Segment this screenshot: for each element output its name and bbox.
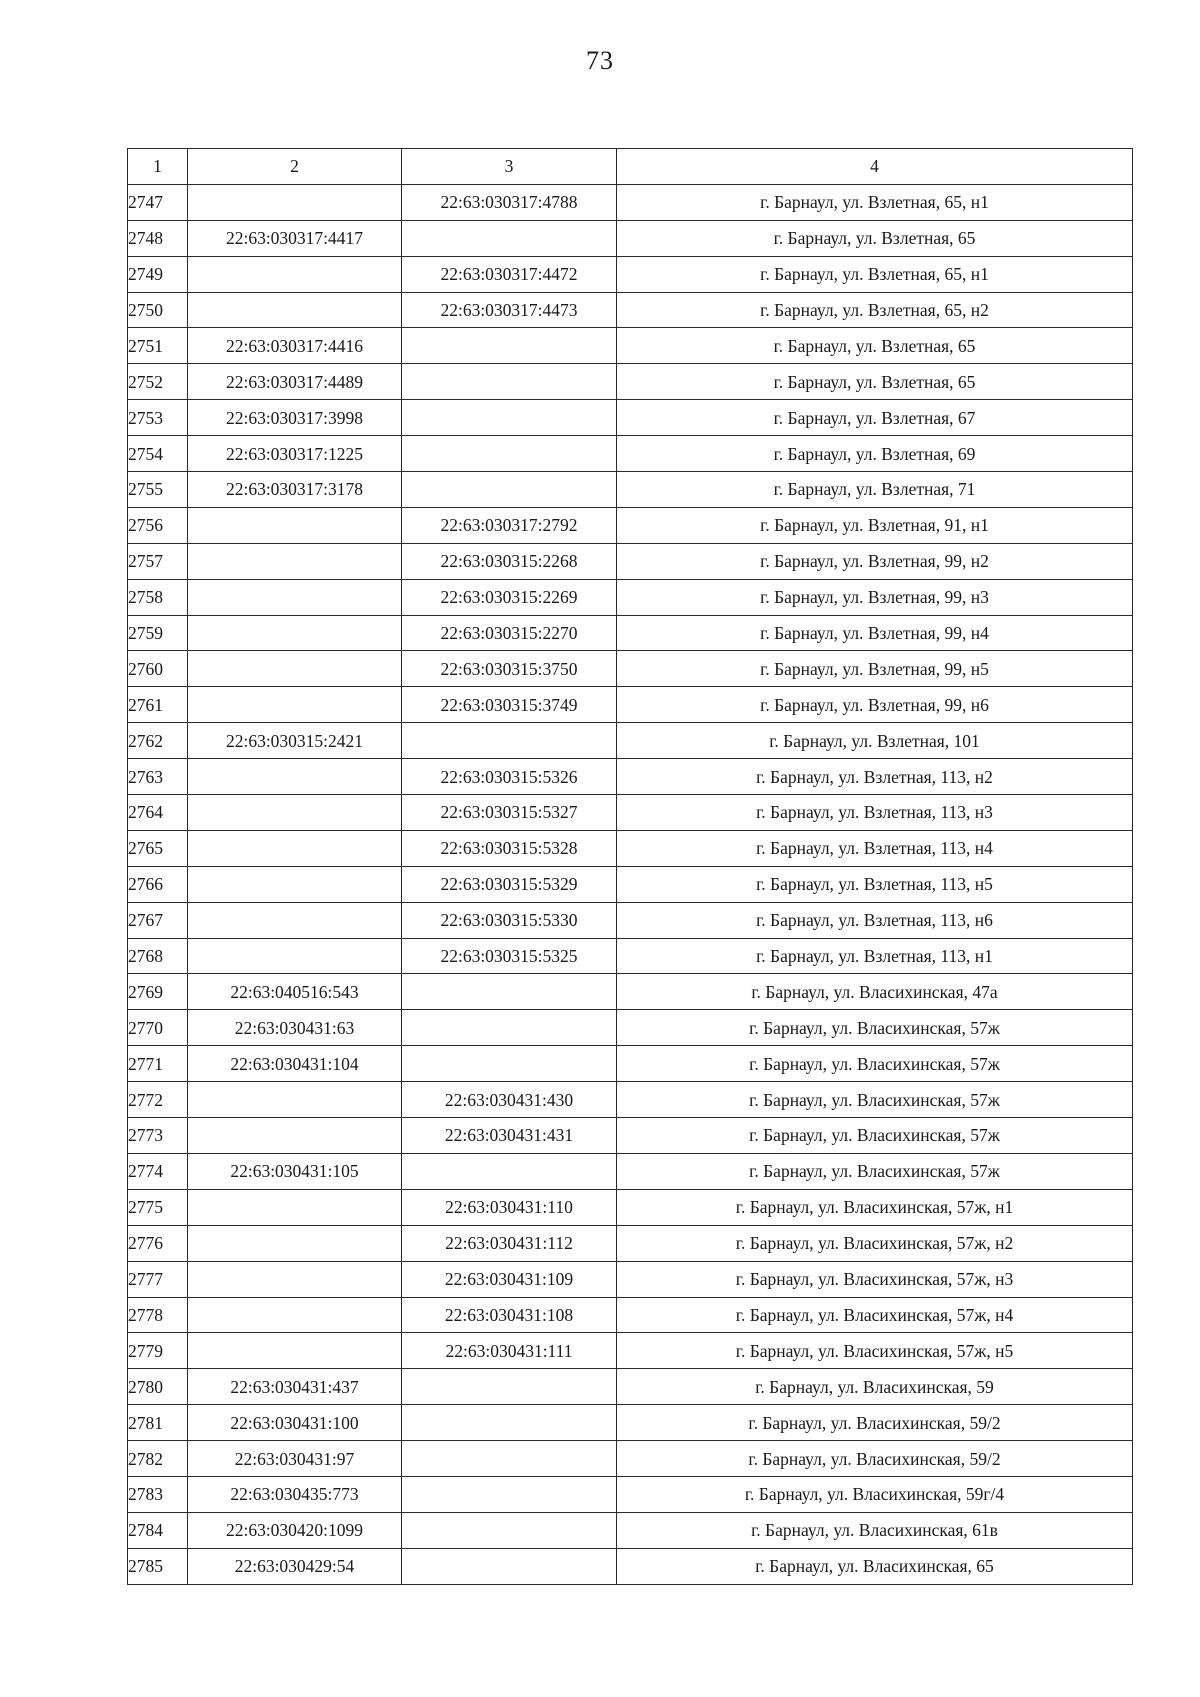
row-number-cell: 2772 <box>128 1082 188 1118</box>
cadastral-number-col3-cell: 22:63:030315:2268 <box>402 543 617 579</box>
row-number-cell: 2777 <box>128 1261 188 1297</box>
row-number-cell: 2781 <box>128 1405 188 1441</box>
row-number-cell: 2755 <box>128 472 188 508</box>
cadastral-number-col2-cell <box>188 184 402 220</box>
cadastral-number-col3-cell: 22:63:030315:3750 <box>402 651 617 687</box>
address-cell: г. Барнаул, ул. Власихинская, 57ж <box>617 1118 1133 1154</box>
cadastral-number-col3-cell <box>402 1476 617 1512</box>
address-cell: г. Барнаул, ул. Взлетная, 113, н5 <box>617 866 1133 902</box>
table-row <box>128 292 1133 328</box>
address-cell: г. Барнаул, ул. Власихинская, 59г/4 <box>617 1476 1133 1512</box>
row-number-cell: 2751 <box>128 328 188 364</box>
address-cell: г. Барнаул, ул. Власихинская, 57ж <box>617 1153 1133 1189</box>
table-row <box>128 615 1133 651</box>
table-row <box>128 938 1133 974</box>
cadastral-number-col2-cell <box>188 938 402 974</box>
cadastral-number-col2-cell: 22:63:030431:104 <box>188 1046 402 1082</box>
table-row <box>128 579 1133 615</box>
address-cell: г. Барнаул, ул. Власихинская, 57ж, н3 <box>617 1261 1133 1297</box>
cadastral-number-col3-cell: 22:63:030315:5326 <box>402 759 617 795</box>
address-cell: г. Барнаул, ул. Власихинская, 57ж <box>617 1082 1133 1118</box>
row-number-cell: 2770 <box>128 1010 188 1046</box>
address-cell: г. Барнаул, ул. Взлетная, 65 <box>617 220 1133 256</box>
row-number-cell: 2756 <box>128 507 188 543</box>
address-cell: г. Барнаул, ул. Взлетная, 101 <box>617 723 1133 759</box>
cadastral-number-col2-cell <box>188 1082 402 1118</box>
cadastral-number-col3-cell: 22:63:030317:2792 <box>402 507 617 543</box>
row-number-cell: 2747 <box>128 184 188 220</box>
cadastral-number-col3-cell <box>402 1369 617 1405</box>
row-number-cell: 2774 <box>128 1153 188 1189</box>
address-cell: г. Барнаул, ул. Взлетная, 113, н2 <box>617 759 1133 795</box>
address-cell: г. Барнаул, ул. Власихинская, 57ж <box>617 1010 1133 1046</box>
cadastral-number-col3-cell: 22:63:030315:3749 <box>402 687 617 723</box>
address-cell: г. Барнаул, ул. Взлетная, 113, н6 <box>617 902 1133 938</box>
cadastral-number-col2-cell <box>188 759 402 795</box>
cadastral-number-col2-cell <box>188 1225 402 1261</box>
cadastral-number-col2-cell: 22:63:030317:3998 <box>188 400 402 436</box>
cadastral-number-col2-cell: 22:63:030431:100 <box>188 1405 402 1441</box>
table-row <box>128 1476 1133 1512</box>
address-cell: г. Барнаул, ул. Взлетная, 99, н2 <box>617 543 1133 579</box>
table-row <box>128 436 1133 472</box>
cadastral-number-col2-cell <box>188 256 402 292</box>
cadastral-number-col2-cell <box>188 1189 402 1225</box>
row-number-cell: 2769 <box>128 974 188 1010</box>
row-number-cell: 2761 <box>128 687 188 723</box>
table-row <box>128 256 1133 292</box>
address-cell: г. Барнаул, ул. Власихинская, 65 <box>617 1548 1133 1584</box>
address-cell: г. Барнаул, ул. Власихинская, 57ж, н2 <box>617 1225 1133 1261</box>
table-row <box>128 759 1133 795</box>
cadastral-number-col2-cell <box>188 830 402 866</box>
row-number-cell: 2785 <box>128 1548 188 1584</box>
address-cell: г. Барнаул, ул. Власихинская, 59 <box>617 1369 1133 1405</box>
row-number-cell: 2776 <box>128 1225 188 1261</box>
cadastral-number-col3-cell <box>402 364 617 400</box>
table-row <box>128 1441 1133 1477</box>
cadastral-number-col2-cell: 22:63:030317:4417 <box>188 220 402 256</box>
cadastral-number-col2-cell: 22:63:030317:4416 <box>188 328 402 364</box>
cadastral-number-col3-cell: 22:63:030431:112 <box>402 1225 617 1261</box>
row-number-cell: 2780 <box>128 1369 188 1405</box>
cadastral-number-col2-cell: 22:63:030317:4489 <box>188 364 402 400</box>
cadastral-number-col2-cell <box>188 543 402 579</box>
address-cell: г. Барнаул, ул. Взлетная, 113, н3 <box>617 795 1133 831</box>
address-cell: г. Барнаул, ул. Взлетная, 65 <box>617 364 1133 400</box>
table-row <box>128 974 1133 1010</box>
column-header-1: 1 <box>128 149 188 185</box>
cadastral-number-col3-cell: 22:63:030431:108 <box>402 1297 617 1333</box>
cadastral-number-col2-cell <box>188 1118 402 1154</box>
table-row <box>128 1369 1133 1405</box>
row-number-cell: 2783 <box>128 1476 188 1512</box>
cadastral-number-col2-cell <box>188 1261 402 1297</box>
address-cell: г. Барнаул, ул. Взлетная, 99, н3 <box>617 579 1133 615</box>
cadastral-number-col3-cell <box>402 400 617 436</box>
row-number-cell: 2767 <box>128 902 188 938</box>
cadastral-number-col3-cell <box>402 1010 617 1046</box>
cadastral-number-col3-cell <box>402 1153 617 1189</box>
table-row <box>128 1297 1133 1333</box>
row-number-cell: 2748 <box>128 220 188 256</box>
column-header-3: 3 <box>402 149 617 185</box>
row-number-cell: 2760 <box>128 651 188 687</box>
table-row <box>128 1189 1133 1225</box>
cadastral-number-col3-cell: 22:63:030317:4472 <box>402 256 617 292</box>
table-row <box>128 866 1133 902</box>
cadastral-number-col3-cell: 22:63:030315:2270 <box>402 615 617 651</box>
cadastral-number-col2-cell: 22:63:030431:63 <box>188 1010 402 1046</box>
row-number-cell: 2773 <box>128 1118 188 1154</box>
cadastral-number-col3-cell: 22:63:030431:109 <box>402 1261 617 1297</box>
cadastral-number-col3-cell: 22:63:030315:5328 <box>402 830 617 866</box>
column-header-4: 4 <box>617 149 1133 185</box>
address-cell: г. Барнаул, ул. Взлетная, 69 <box>617 436 1133 472</box>
address-cell: г. Барнаул, ул. Взлетная, 113, н1 <box>617 938 1133 974</box>
table-row <box>128 1333 1133 1369</box>
table-row <box>128 651 1133 687</box>
address-cell: г. Барнаул, ул. Власихинская, 59/2 <box>617 1441 1133 1477</box>
cadastral-number-col3-cell <box>402 723 617 759</box>
row-number-cell: 2782 <box>128 1441 188 1477</box>
cadastral-number-col3-cell: 22:63:030431:430 <box>402 1082 617 1118</box>
cadastral-number-col2-cell: 22:63:030317:3178 <box>188 472 402 508</box>
cadastral-number-col3-cell <box>402 220 617 256</box>
cadastral-number-col2-cell: 22:63:030315:2421 <box>188 723 402 759</box>
row-number-cell: 2752 <box>128 364 188 400</box>
table-row <box>128 400 1133 436</box>
cadastral-number-col3-cell: 22:63:030431:110 <box>402 1189 617 1225</box>
address-cell: г. Барнаул, ул. Власихинская, 57ж, н4 <box>617 1297 1133 1333</box>
address-cell: г. Барнаул, ул. Взлетная, 113, н4 <box>617 830 1133 866</box>
table-row <box>128 723 1133 759</box>
row-number-cell: 2750 <box>128 292 188 328</box>
table-row <box>128 1405 1133 1441</box>
cadastral-number-col2-cell <box>188 507 402 543</box>
row-number-cell: 2771 <box>128 1046 188 1082</box>
cadastral-number-col3-cell: 22:63:030317:4473 <box>402 292 617 328</box>
address-cell: г. Барнаул, ул. Власихинская, 57ж <box>617 1046 1133 1082</box>
address-cell: г. Барнаул, ул. Власихинская, 59/2 <box>617 1405 1133 1441</box>
cadastral-number-col2-cell <box>188 651 402 687</box>
cadastral-number-col3-cell <box>402 472 617 508</box>
cadastral-number-col3-cell <box>402 974 617 1010</box>
address-cell: г. Барнаул, ул. Взлетная, 71 <box>617 472 1133 508</box>
cadastral-number-col2-cell: 22:63:040516:543 <box>188 974 402 1010</box>
row-number-cell: 2768 <box>128 938 188 974</box>
cadastral-number-col2-cell <box>188 615 402 651</box>
table-row <box>128 507 1133 543</box>
row-number-cell: 2775 <box>128 1189 188 1225</box>
address-cell: г. Барнаул, ул. Взлетная, 99, н6 <box>617 687 1133 723</box>
row-number-cell: 2759 <box>128 615 188 651</box>
address-cell: г. Барнаул, ул. Взлетная, 99, н5 <box>617 651 1133 687</box>
cadastral-number-col3-cell <box>402 328 617 364</box>
row-number-cell: 2764 <box>128 795 188 831</box>
table-row <box>128 1118 1133 1154</box>
table-row <box>128 1548 1133 1584</box>
address-cell: г. Барнаул, ул. Взлетная, 65 <box>617 328 1133 364</box>
cadastral-number-col2-cell <box>188 579 402 615</box>
cadastral-number-col3-cell: 22:63:030431:431 <box>402 1118 617 1154</box>
row-number-cell: 2757 <box>128 543 188 579</box>
address-cell: г. Барнаул, ул. Взлетная, 65, н1 <box>617 184 1133 220</box>
table-row <box>128 1512 1133 1548</box>
cadastral-number-col2-cell <box>188 292 402 328</box>
cadastral-number-col3-cell: 22:63:030317:4788 <box>402 184 617 220</box>
cadastral-number-col2-cell <box>188 902 402 938</box>
cadastral-number-col2-cell <box>188 1297 402 1333</box>
cadastral-number-col3-cell <box>402 1405 617 1441</box>
cadastral-number-col3-cell <box>402 1441 617 1477</box>
table-row <box>128 543 1133 579</box>
table-row <box>128 687 1133 723</box>
address-cell: г. Барнаул, ул. Власихинская, 57ж, н5 <box>617 1333 1133 1369</box>
cadastral-number-col3-cell <box>402 1548 617 1584</box>
cadastral-number-col3-cell: 22:63:030315:5325 <box>402 938 617 974</box>
cadastral-number-col2-cell: 22:63:030431:437 <box>188 1369 402 1405</box>
table-header-row <box>128 149 1133 185</box>
address-cell: г. Барнаул, ул. Взлетная, 91, н1 <box>617 507 1133 543</box>
table-row <box>128 902 1133 938</box>
table-row <box>128 328 1133 364</box>
cadastral-number-col2-cell: 22:63:030431:105 <box>188 1153 402 1189</box>
cadastral-number-col2-cell: 22:63:030431:97 <box>188 1441 402 1477</box>
cadastral-number-col2-cell <box>188 866 402 902</box>
row-number-cell: 2765 <box>128 830 188 866</box>
table-row <box>128 830 1133 866</box>
row-number-cell: 2784 <box>128 1512 188 1548</box>
cadastral-number-col3-cell: 22:63:030315:5329 <box>402 866 617 902</box>
cadastral-number-col2-cell <box>188 1333 402 1369</box>
table-row <box>128 1010 1133 1046</box>
table-row <box>128 795 1133 831</box>
registry-table <box>127 148 1133 1585</box>
table-row <box>128 1082 1133 1118</box>
cadastral-number-col2-cell: 22:63:030435:773 <box>188 1476 402 1512</box>
table-body <box>128 184 1133 1584</box>
address-cell: г. Барнаул, ул. Власихинская, 57ж, н1 <box>617 1189 1133 1225</box>
cadastral-number-col2-cell <box>188 795 402 831</box>
table-row <box>128 1225 1133 1261</box>
row-number-cell: 2766 <box>128 866 188 902</box>
table-row <box>128 472 1133 508</box>
cadastral-number-col3-cell: 22:63:030431:111 <box>402 1333 617 1369</box>
address-cell: г. Барнаул, ул. Взлетная, 67 <box>617 400 1133 436</box>
cadastral-number-col2-cell: 22:63:030429:54 <box>188 1548 402 1584</box>
row-number-cell: 2779 <box>128 1333 188 1369</box>
cadastral-number-col3-cell <box>402 436 617 472</box>
cadastral-number-col3-cell: 22:63:030315:5330 <box>402 902 617 938</box>
row-number-cell: 2763 <box>128 759 188 795</box>
cadastral-number-col3-cell: 22:63:030315:2269 <box>402 579 617 615</box>
row-number-cell: 2749 <box>128 256 188 292</box>
table-row <box>128 220 1133 256</box>
cadastral-number-col2-cell <box>188 687 402 723</box>
row-number-cell: 2753 <box>128 400 188 436</box>
row-number-cell: 2758 <box>128 579 188 615</box>
table-row <box>128 184 1133 220</box>
table-row <box>128 1153 1133 1189</box>
address-cell: г. Барнаул, ул. Взлетная, 65, н2 <box>617 292 1133 328</box>
cadastral-number-col2-cell: 22:63:030317:1225 <box>188 436 402 472</box>
row-number-cell: 2778 <box>128 1297 188 1333</box>
page-number: 73 <box>586 46 614 75</box>
cadastral-number-col3-cell: 22:63:030315:5327 <box>402 795 617 831</box>
cadastral-number-col2-cell: 22:63:030420:1099 <box>188 1512 402 1548</box>
column-header-2: 2 <box>188 149 402 185</box>
table-row <box>128 364 1133 400</box>
address-cell: г. Барнаул, ул. Власихинская, 47а <box>617 974 1133 1010</box>
row-number-cell: 2762 <box>128 723 188 759</box>
cadastral-number-col3-cell <box>402 1512 617 1548</box>
address-cell: г. Барнаул, ул. Власихинская, 61в <box>617 1512 1133 1548</box>
cadastral-number-col3-cell <box>402 1046 617 1082</box>
row-number-cell: 2754 <box>128 436 188 472</box>
address-cell: г. Барнаул, ул. Взлетная, 65, н1 <box>617 256 1133 292</box>
table-row <box>128 1261 1133 1297</box>
address-cell: г. Барнаул, ул. Взлетная, 99, н4 <box>617 615 1133 651</box>
table-row <box>128 1046 1133 1082</box>
